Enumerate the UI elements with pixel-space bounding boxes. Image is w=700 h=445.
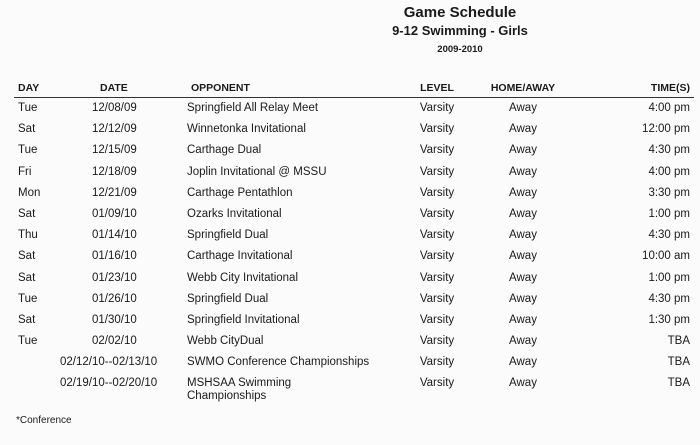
day-cell: Fri [18,165,32,178]
home-away-cell: Away [509,102,537,114]
date-cell: 02/12/10--02/13/10 [60,356,158,369]
opponent-cell: Winnetonka Invitational [187,123,306,136]
day-cell: Sat [18,250,36,263]
table-row [0,164,700,185]
home-away-cell: Away [509,292,537,305]
time-cell: 1:30 pm [648,313,690,326]
level-cell: Varsity [419,144,455,157]
level-cell: Varsity [419,356,455,369]
level-cell: Varsity [419,271,455,284]
home-away-cell: Away [509,313,537,326]
column-header-date: DATE [100,82,128,94]
table-row [0,375,700,405]
date-cell: 02/19/10--02/20/10 [60,377,158,390]
date-cell: 01/30/10 [92,313,137,326]
date-cell: 01/23/10 [92,271,137,284]
time-cell: 4:30 pm [648,144,690,157]
home-away-cell: Away [509,144,537,157]
time-cell: TBA [667,377,690,390]
level-cell: Varsity [419,229,455,242]
date-cell: 01/26/10 [92,292,137,305]
table-row [0,100,700,121]
level-cell: Varsity [419,165,455,178]
date-cell: 01/16/10 [92,250,137,263]
column-header-day: DAY [18,82,40,94]
day-cell: Tue [18,292,38,305]
day-cell: Thu [18,229,38,242]
table-row [0,333,700,354]
table-row [0,270,700,291]
table-row [0,248,700,269]
level-cell: Varsity [419,313,455,326]
level-cell: Varsity [419,335,455,348]
date-cell: 01/14/10 [92,229,137,242]
season-label: 2009-2010 [437,44,483,55]
home-away-cell: Away [509,271,537,284]
opponent-cell: Springfield Dual [187,292,269,305]
day-cell: Sat [18,313,36,326]
day-cell: Mon [18,186,41,199]
home-away-cell: Away [509,207,537,220]
opponent-cell: Webb City Invitational [187,271,299,284]
date-cell: 02/02/10 [92,335,137,348]
time-cell: 4:00 pm [648,165,690,178]
page-subtitle: 9-12 Swimming - Girls [392,23,528,38]
time-cell: 12:00 pm [642,123,690,136]
home-away-cell: Away [509,165,537,178]
opponent-cell: Springfield All Relay Meet [187,102,319,114]
opponent-cell: Webb CityDual [187,335,264,348]
date-cell: 12/18/09 [92,165,137,178]
date-cell: 12/21/09 [92,186,137,199]
table-row [0,185,700,206]
home-away-cell: Away [509,377,537,390]
level-cell: Varsity [419,186,455,199]
day-cell: Tue [18,102,38,114]
column-header-home-away: HOME/AWAY [490,82,556,94]
table-row [0,227,700,248]
day-cell: Sat [18,207,36,220]
time-cell: TBA [667,335,690,348]
level-cell: Varsity [419,207,455,220]
level-cell: Varsity [419,102,455,114]
opponent-cell: Springfield Invitational [187,313,300,326]
level-cell: Varsity [419,250,455,263]
day-cell: Tue [18,144,38,157]
time-cell: TBA [667,356,690,369]
page-title: Game Schedule [403,4,517,21]
schedule-table [0,100,700,405]
level-cell: Varsity [419,123,455,136]
date-cell: 12/12/09 [92,123,137,136]
date-cell: 12/08/09 [92,102,137,114]
time-cell: 1:00 pm [648,207,690,220]
time-cell: 4:00 pm [648,102,690,114]
opponent-cell: Carthage Dual [187,144,262,157]
opponent-cell: Joplin Invitational @ MSSU [187,165,327,178]
level-cell: Varsity [419,292,455,305]
opponent-cell: MSHSAA Swimming Championships [187,377,292,403]
header-divider [14,97,694,98]
opponent-cell: SWMO Conference Championships [187,356,370,369]
table-row [0,142,700,163]
home-away-cell: Away [509,250,537,263]
footnote: *Conference [16,415,72,426]
time-cell: 10:00 am [642,250,690,263]
date-cell: 01/09/10 [92,207,137,220]
time-cell: 4:30 pm [648,292,690,305]
table-row [0,206,700,227]
table-row [0,291,700,312]
day-cell: Sat [18,271,36,284]
table-row [0,121,700,142]
time-cell: 3:30 pm [648,186,690,199]
opponent-cell: Carthage Invitational [187,250,293,263]
table-row [0,312,700,333]
day-cell: Tue [18,335,38,348]
table-row [0,354,700,375]
opponent-cell: Springfield Dual [187,229,269,242]
date-cell: 12/15/09 [92,144,137,157]
home-away-cell: Away [509,186,537,199]
time-cell: 4:30 pm [648,229,690,242]
column-header-time: TIME(S) [650,82,690,94]
day-cell: Sat [18,123,36,136]
opponent-cell: Ozarks Invitational [187,207,282,220]
home-away-cell: Away [509,123,537,136]
opponent-cell: Carthage Pentathlon [187,186,293,199]
time-cell: 1:00 pm [648,271,690,284]
column-header-level: LEVEL [420,82,454,94]
home-away-cell: Away [509,335,537,348]
column-header-opponent: OPPONENT [191,82,250,94]
level-cell: Varsity [419,377,455,390]
home-away-cell: Away [509,356,537,369]
home-away-cell: Away [509,229,537,242]
